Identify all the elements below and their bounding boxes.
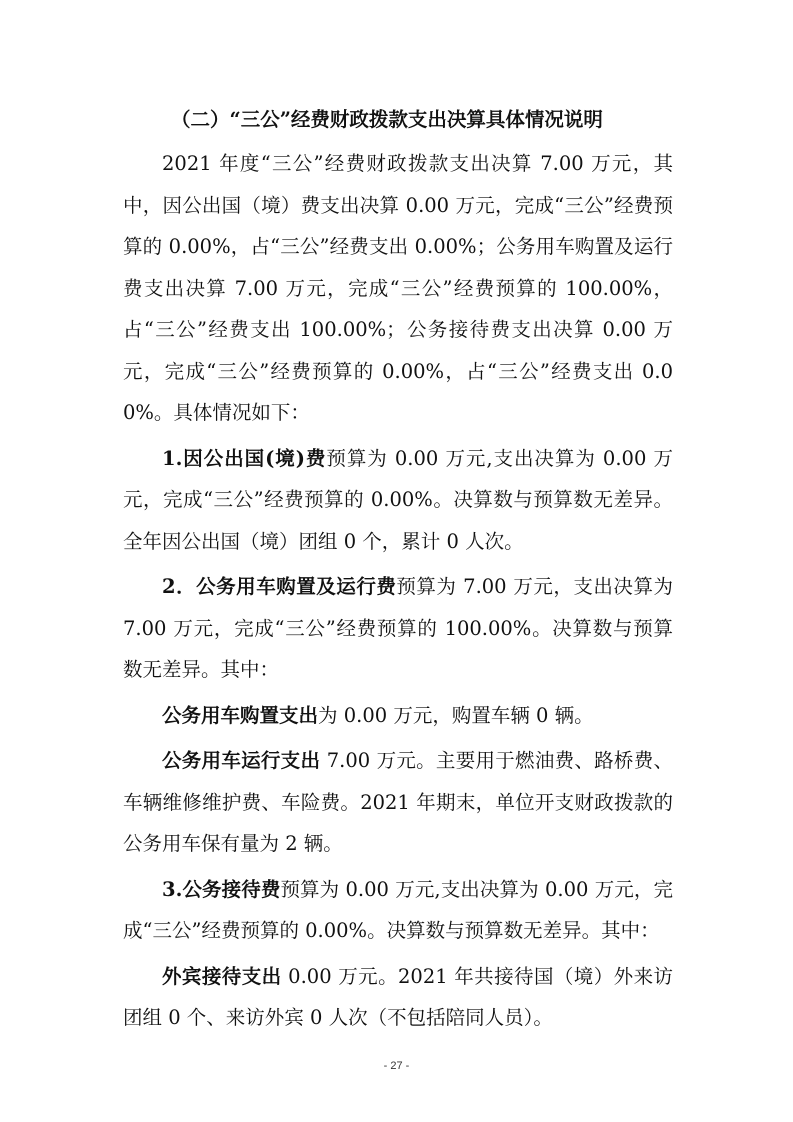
summary-paragraph: 2021 年度“三公”经费财政拨款支出决算 7.00 万元，其中，因公出国（境）费支出决算 0.00 万元，完成“三公”经费预算的 0.00%，占“三公”经费支出 0.00%；公务用车购置及运行费支出决算 7.00 万元，完成“三公”经费预算的 100.00%，占“三公”经费支出 100.00%；公务接待费支出决算 0.00 万元，完成“三公”经费预算的 0.00%，占“三公”经费支出 0.00%。具体情况如下： xyxy=(123,152,673,424)
reception-paragraph: 3.公务接待费预算为 0.00 万元,支出决算为 0.00 万元，完成“三公”经费预算的 0.00%。决算数与预算数无差异。其中： xyxy=(123,877,673,942)
vehicle-paragraph: 2．公务用车购置及运行费预算为 7.00 万元，支出决算为 7.00 万元，完成“三公”经费预算的 100.00%。决算数与预算数无差异。其中： xyxy=(123,575,673,681)
vehicle-operation-paragraph: 公务用车运行支出 7.00 万元。主要用于燃油费、路桥费、车辆维修维护费、车险费。2021 年期末，单位开支财政拨款的公务用车保有量为 2 辆。 xyxy=(123,749,673,855)
vehicle-label: 2．公务用车购置及运行费 xyxy=(162,575,397,598)
vehicle-purchase-paragraph: 公务用车购置支出为 0.00 万元，购置车辆 0 辆。 xyxy=(162,703,594,727)
reception-label: 3.公务接待费 xyxy=(162,877,281,901)
vehicle-purchase-label: 公务用车购置支出 xyxy=(162,703,319,727)
section-heading: （二）“三公”经费财政拨款支出决算具体情况说明 xyxy=(171,108,603,131)
vehicle-operation-label: 公务用车运行支出 xyxy=(162,749,321,772)
document-body xyxy=(123,102,673,1039)
foreign-guest-label: 外宾接待支出 xyxy=(162,964,282,988)
overseas-travel-paragraph: 1.因公出国(境)费预算为 0.00 万元,支出决算为 0.00 万元，完成“三公”经费预算的 0.00%。决算数与预算数无差异。全年因公出国（境）团组 0 个，累计 0 人次。 xyxy=(123,446,673,553)
page-number: - 27 - xyxy=(383,1060,410,1072)
overseas-travel-label: 1.因公出国(境)费 xyxy=(162,446,327,470)
foreign-guest-paragraph: 外宾接待支出 0.00 万元。2021 年共接待国（境）外来访团组 0 个、来访外宾 0 人次（不包括陪同人员）。 xyxy=(123,964,673,1029)
